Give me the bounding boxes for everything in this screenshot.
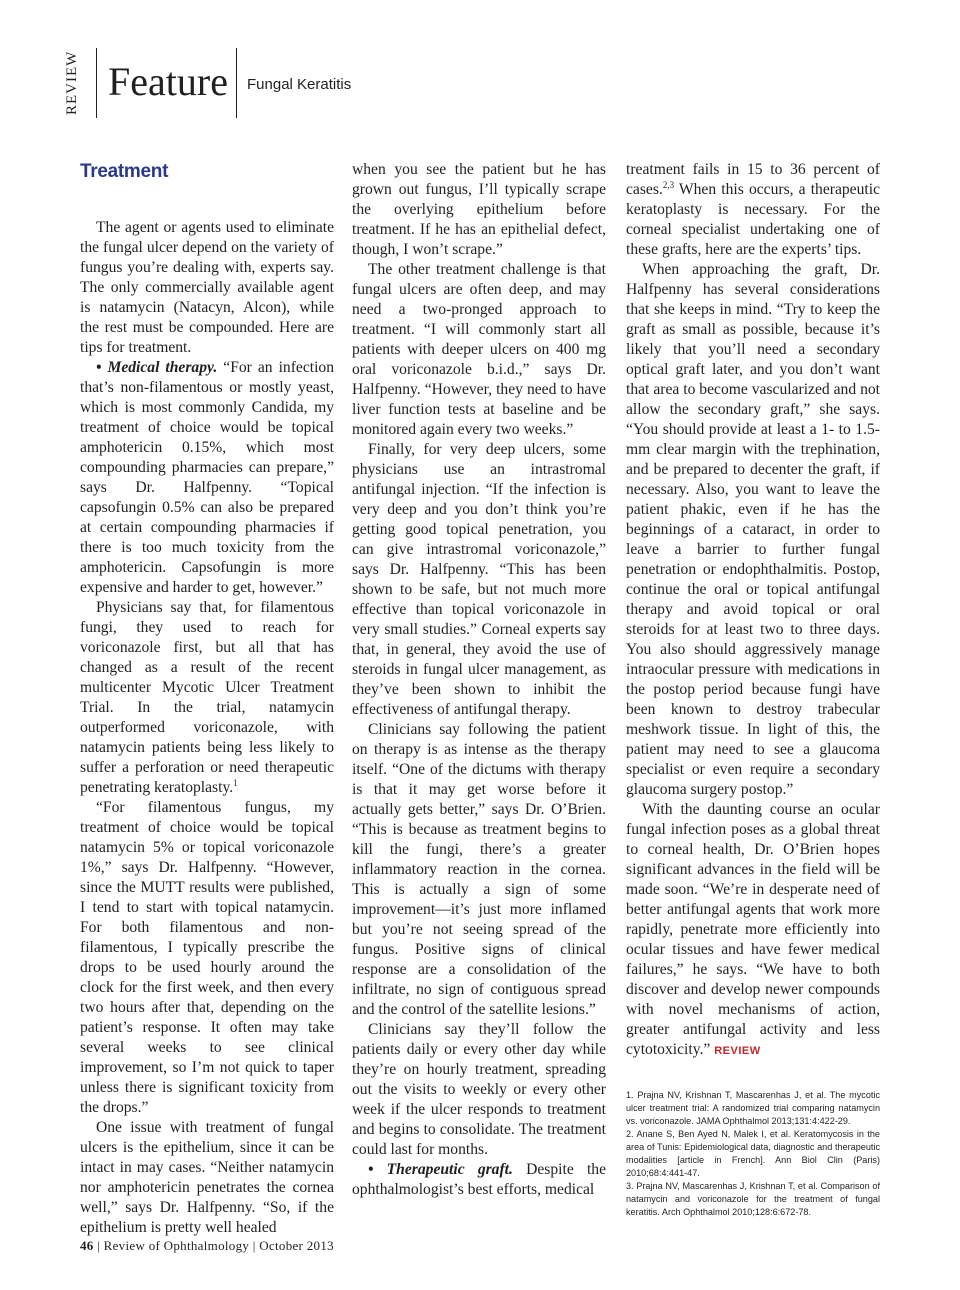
citation-marker: 2,3 [662, 180, 675, 190]
paragraph-text: Physicians say that, for filamentous fungi, they used to reach for voriconazole first, but all that has changed as a result of the recent multicenter Mycotic Ulcer Treatment Trial. In the trial, natamycin outperformed voriconazole, with natamycin patients being less likely to suffer a perforation or need therapeutic penetrating keratoplasty. [80, 599, 334, 796]
footer-separator: | [252, 1238, 256, 1253]
paragraph-epithelium-continued: when you see the patient but he has grown out fungus, I’ll typically scrape the overlying epithelium before treatment. If he has an epithelial defect, though, I won’t scrape.” [352, 161, 606, 258]
footer-separator: | [97, 1238, 101, 1253]
paragraph-text: When this occurs, a therapeutic keratoplasty is necessary. For the corneal specialist undertaking one of these grafts, here are the experts’ tips. [626, 181, 880, 258]
paragraph-text: treatment fails in 15 to 36 percent of cases. [626, 161, 880, 198]
paragraph-epithelium: One issue with treatment of fungal ulcers is the epithelium, since it can be intact in may cases. “Neither natamycin nor amphotericin penetrates the cornea well,” says Dr. Halfpenny. “So, if the epithelium is pretty well healed [80, 1119, 334, 1236]
paragraph-therapeutic-graft [352, 1160, 606, 1200]
section-label: REVIEW [64, 50, 80, 116]
issue-date: October 2013 [259, 1238, 334, 1253]
header-divider-right [236, 48, 237, 118]
publication-name: Review of Ophthalmology [103, 1238, 250, 1253]
paragraph-filamentous [80, 598, 334, 798]
paragraph-conclusion [626, 800, 880, 1061]
end-mark: REVIEW [714, 1045, 761, 1057]
paragraph-deep-ulcers: The other treatment challenge is that fungal ulcers are often deep, and may need a two-pronged approach to treatment. “I will commonly start all patients with deeper ulcers on 400 mg oral voriconazole b.i.d.,” says Dr. Halfpenny. “However, they need to have liver function tests at baseline and be monitored again every two weeks.” [352, 261, 606, 438]
paragraph-graft-approach: When approaching the graft, Dr. Halfpenny has several considerations that she keeps in mind. “Try to keep the graft as small as possible, because it’s likely that you’ll need a secondary optical graft later, and you don’t want that area to become vascularized and not allow the secondary graft,” she says. “You should provide at least a 1- to 1.5-mm clear margin with the trephination, and be prepared to decenter the graft, if necessary. Also, you want to leave the patient phakic, even if he has the beginnings of a cataract, in order to leave a barrier to further fungal penetration or endophthalmitis. Postop, continue the oral or topical antifungal therapy and avoid topical or oral steroids for at least two to three days. You also should aggressively manage intraocular pressure with medications in the postop period because fungi have been known to destroy trabecular meshwork tissue. In light of this, the patient may need to see a glaucoma specialist or even require a secondary glaucoma surgery postop.” [626, 261, 880, 798]
paragraph-text: “For an infection that’s non-filamentous or mostly yeast, which is most commonly Candida, my treatment of choice would be topical amphotericin 0.15%, which most compounding pharmacies can prepare,” says Dr. Halfpenny. “Topical capsofungin 0.5% can also be prepared at certain compounding pharmacies if there is too much toxicity from the amphotericin. Capsofungin is more expensive and harder to get, however.” [80, 359, 334, 596]
reference-item: 2. Anane S, Ben Ayed N, Malek I, et al. Keratomycosis in the area of Tunis: Epidemiological data, diagnostic and therapeutic modalities [article in French]. Ann Biol Clin (Paris) 2010;68:4:441-47. [626, 1129, 880, 1178]
paragraph-medical-therapy [80, 358, 334, 598]
reference-item: 1. Prajna NV, Krishnan T, Mascarenhas J, et al. The mycotic ulcer treatment trial: A randomized trial comparing natamycin vs. voriconazole. JAMA Ophthalmol 2013;131:4:422-29. [626, 1090, 880, 1126]
paragraph-followup: Clinicians say following the patient on therapy is as intense as the therapy itself. “One of the dictums with therapy is that it may get worse before it actually gets better,” says Dr. O’Brien. “This is because as treatment begins to kill the fungi, there’s a greater inflammatory reaction in the cornea. This is actually a sign of some improvement—it’s just more inflamed but you’re not seeing spread of the fungus. Positive signs of clinical response are a consolidation of the infiltrate, no sign of contiguous spread and the control of the satellite lesions.” [352, 721, 606, 1018]
page-footer [80, 1238, 334, 1254]
page-number: 46 [80, 1238, 94, 1253]
subhead-medical-therapy: • Medical therapy. [96, 359, 218, 376]
paragraph-treatment-choice: “For filamentous fungus, my treatment of choice would be topical natamycin 5% or topical voriconazole 1%,” says Dr. Halfpenny. “However, since the MUTT results were published, I tend to start with topical natamycin. For both filamentous and non-filamentous, I typically prescribe the drops to be used hourly around the clock for the first week, and then every two hours after that, depending on the patient’s response. It often may take several weeks to see clinical improvement, so I’m not quick to taper unless there is significant toxicity from the drops.” [80, 799, 334, 1116]
header-divider-left [96, 48, 97, 118]
feature-label: Feature [108, 59, 228, 104]
text-column-2 [352, 160, 606, 1200]
paragraph-text: Despite the ophthalmologist’s best efforts, medical [352, 1161, 606, 1198]
text-column-3 [626, 160, 880, 1219]
references [626, 1089, 880, 1219]
reference-item: 3. Prajna NV, Mascarenhas J, Krishnan T, et al. Comparison of natamycin and voriconazole for the treatment of fungal keratitis. Arch Ophthalmol 2010;128:6:672-78. [626, 1181, 880, 1217]
paragraph-intro: The agent or agents used to eliminate the fungal ulcer depend on the variety of fungus you’re dealing with, experts say. The only commercially available agent is natamycin (Natacyn, Alcon), while the rest must be compounded. Here are tips for treatment. [80, 219, 334, 356]
article-topic: Fungal Keratitis [247, 76, 352, 93]
paragraph-visit-schedule: Clinicians say they’ll follow the patients daily or every other day while they’re on hourly treatment, spreading out the visits to weekly or every other week if the ulcer responds to treatment and begins to consolidate. The treatment could last for months. [352, 1021, 606, 1158]
paragraph-intrastromal: Finally, for very deep ulcers, some physicians use an intrastromal antifungal injection. “If the infection is very deep and you don’t think you’re getting good topical penetration, you can give intrastromal voriconazole,” says Dr. Halfpenny. “This has been shown to be safe, but not much more effective than topical voriconazole in very small studies.” Corneal experts say that, in general, they avoid the use of steroids in fungal ulcer management, as they’ve been shown to inhibit the effectiveness of antifungal therapy. [352, 441, 606, 718]
paragraph-text: With the daunting course an ocular fungal infection poses as a global threat to corneal health, Dr. O’Brien hopes significant advances in the field will be made soon. “We’re in desperate need of better antifungal agents that work more rapidly, penetrate more efficiently into ocular tissues and have fewer medical failures,” he says. “We have to both discover and develop newer compounds with novel mechanisms of action, greater antifungal activity and less cytotoxicity.” [626, 801, 880, 1058]
citation-marker: 1 [233, 778, 238, 788]
section-heading: Treatment [80, 161, 169, 182]
paragraph-graft-continued [626, 160, 880, 260]
subhead-therapeutic-graft: • Therapeutic graft. [368, 1161, 513, 1178]
text-column-1 [80, 160, 334, 1238]
